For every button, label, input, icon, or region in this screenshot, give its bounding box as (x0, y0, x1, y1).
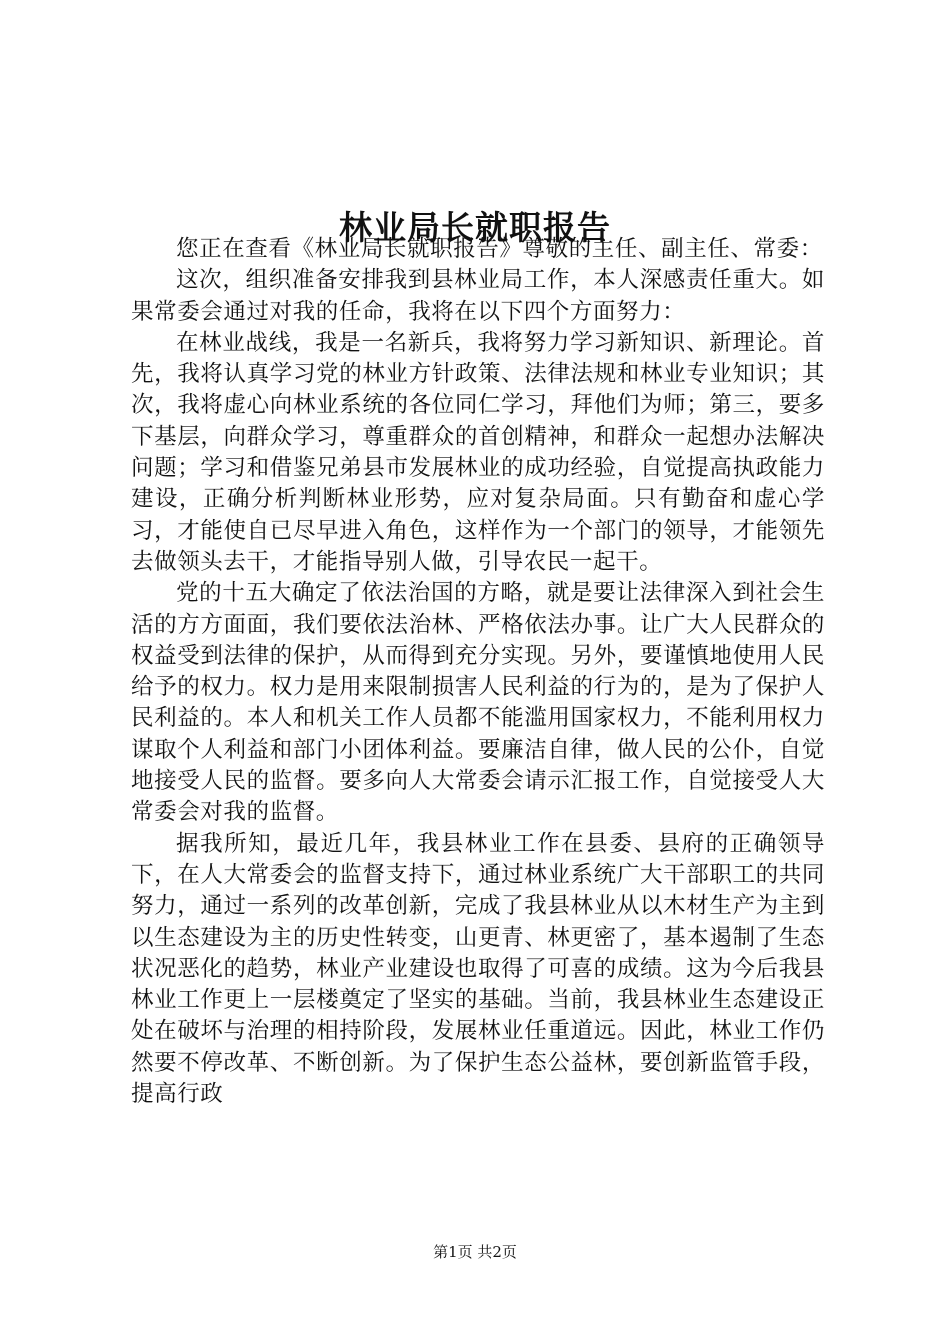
paragraph-greeting: 您正在查看《林业局长就职报告》尊敬的主任、副主任、常委： (176, 236, 823, 262)
document-title: 林业局长就职报告 (339, 208, 611, 248)
page-footer: 第1页 共2页 (433, 1243, 517, 1261)
document-body (131, 234, 825, 1110)
paragraph-learning: 在林业战线，我是一名新兵，我将努力学习新知识、新理论。首先，我将认真学习党的林业方针政策、法律法规和林业专业知识；其次，我将虚心向林业系统的各位同仁学习，拜他们为师；第三，要多下基层，向群众学习，尊重群众的首创精神，和群众一起想办法解决问题；学习和借鉴兄弟县市发展林业的成功经验，自觉提高执政能力建设，正确分析判断林业形势，应对复杂局面。只有勤奋和虚心学习，才能使自已尽早进入角色，这样作为一个部门的领导，才能领先去做领头去干，才能指导别人做，引导农民一起干。 (131, 329, 825, 575)
paragraph-intro: 这次，组织准备安排我到县林业局工作，本人深感责任重大。如果常委会通过对我的任命，我将在以下四个方面努力： (131, 267, 825, 325)
paragraph-rule-of-law: 党的十五大确定了依法治国的方略，就是要让法律深入到社会生活的方方面面，我们要依法治林、严格依法办事。让广大人民群众的权益受到法律的保护，从而得到充分实现。另外，要谨慎地使用人民给予的权力。权力是用来限制损害人民利益的行为的，是为了保护人民利益的。本人和机关工作人员都不能滥用国家权力，不能利用权力谋取个人利益和部门小团体利益。要廉洁自律，做人民的公仆，自觉地接受人民的监督。要多向人大常委会请示汇报工作，自觉接受人大常委会对我的监督。 (131, 580, 825, 826)
paragraph-forestry-status: 据我所知，最近几年，我县林业工作在县委、县府的正确领导下，在人大常委会的监督支持下，通过林业系统广大干部职工的共同努力，通过一系列的改革创新，完成了我县林业从以木材生产为主到以生态建设为主的历史性转变，山更青、林更密了，基本遏制了生态状况恶化的趋势，林业产业建设也取得了可喜的成绩。这为今后我县林业工作更上一层楼奠定了坚实的基础。当前，我县林业生态建设正处在破坏与治理的相持阶段，发展林业任重道远。因此，林业工作仍然要不停改革、不断创新。为了保护生态公益林，要创新监管手段，提高行政 (131, 830, 825, 1108)
